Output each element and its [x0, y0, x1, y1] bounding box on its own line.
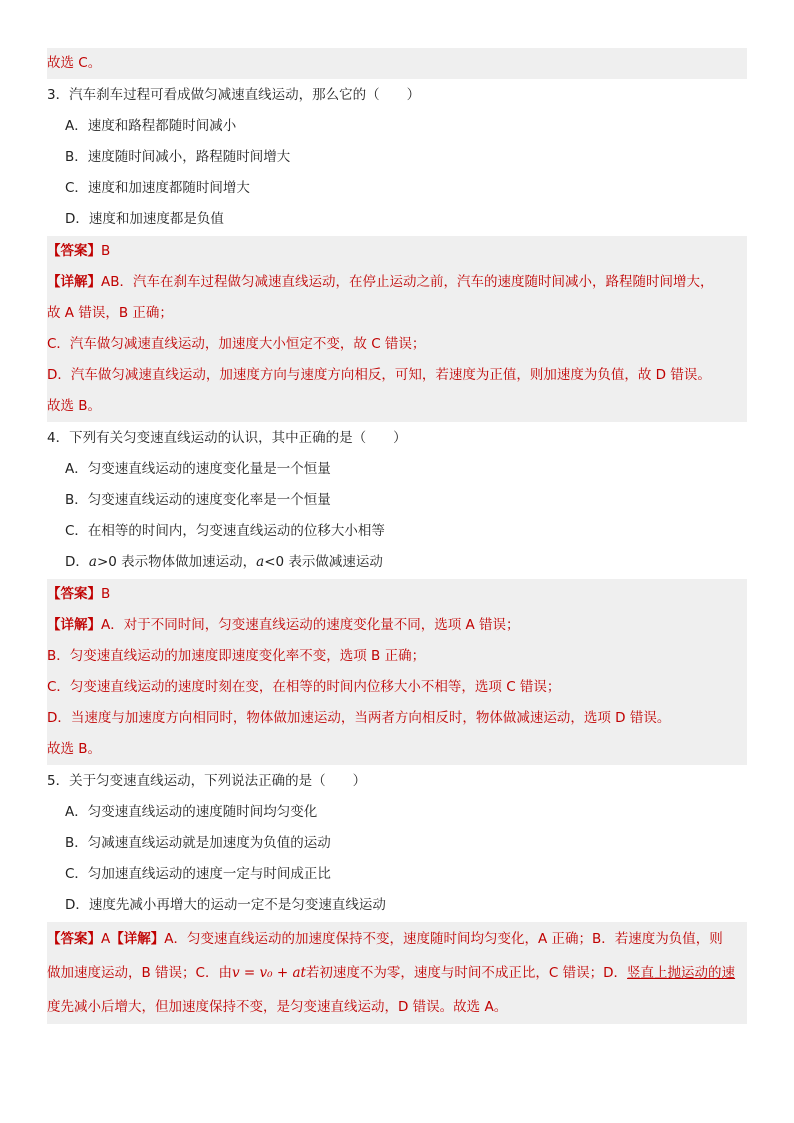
q3-option-d: D．速度和加速度都是负值 [65, 211, 224, 227]
q3-detail-4: D．汽车做匀减速直线运动，加速度方向与速度方向相反，可知，若速度为正值，则加速度为负值，故 D 错误。 [47, 360, 747, 391]
symbol-a: a [256, 554, 265, 570]
q3-detail-3: C．汽车做匀减速直线运动，加速度大小恒定不变，故 C 错误； [47, 329, 747, 360]
q3-detail-5: 故选 B。 [47, 391, 747, 422]
velocity-formula: v = v₀ + at [231, 965, 306, 981]
q4-option-b: B．匀变速直线运动的速度变化率是一个恒量 [65, 492, 331, 508]
q5-option-a: A．匀变速直线运动的速度随时间均匀变化 [65, 804, 318, 820]
answer-tag: 【答案】 [47, 243, 101, 259]
q4-option-a: A．匀变速直线运动的速度变化量是一个恒量 [65, 461, 331, 477]
q4-detail-3: C．匀变速直线运动的速度时刻在变，在相等的时间内位移大小不相等，选项 C 错误； [47, 672, 747, 703]
q4-detail-5: 故选 B。 [47, 734, 747, 765]
answer-value: B [101, 243, 111, 259]
q4-answer [47, 579, 747, 610]
symbol-a: a [88, 554, 97, 570]
answer-tag: 【答案】 [47, 931, 101, 947]
detail-text: A．对于不同时间，匀变速直线运动的速度变化量不同，选项 A 错误； [101, 617, 520, 633]
q5-answer-line [47, 922, 747, 956]
detail-text: 若初速度不为零，速度与时间不成正比，C 错误；D． [305, 965, 628, 981]
q5-option-b: B．匀减速直线运动就是加速度为负值的运动 [65, 835, 331, 851]
option-d-mid: >0 表示物体做加速运动， [96, 554, 257, 570]
q2-conclusion: 故选 C。 [47, 48, 747, 79]
q3-detail-1 [47, 267, 747, 298]
q4-detail-1 [47, 610, 747, 641]
q5-option-c: C．匀加速直线运动的速度一定与时间成正比 [65, 866, 331, 882]
detail-text: A．匀变速直线运动的加速度保持不变，速度随时间均匀变化，A 正确；B．若速度为负值，则 [164, 931, 723, 947]
q5-stem: 5．关于匀变速直线运动，下列说法正确的是（ ） [47, 773, 367, 789]
q3-option-a: A．速度和路程都随时间减小 [65, 118, 237, 134]
detail-tag: 【详解】 [110, 931, 165, 947]
q3-option-c: C．速度和加速度都随时间增大 [65, 180, 250, 196]
q3-answer [47, 236, 747, 267]
detail-tag: 【详解】 [47, 274, 101, 290]
detail-text: 做加速度运动，B 错误；C．由 [47, 965, 232, 981]
answer-tag: 【答案】 [47, 586, 101, 602]
q4-stem: 4．下列有关匀变速直线运动的认识，其中正确的是（ ） [47, 430, 407, 446]
q4-detail-4: D．当速度与加速度方向相同时，物体做加速运动，当两者方向相反时，物体做减速运动，选项 D 错误。 [47, 703, 747, 734]
q5-option-d: D．速度先减小再增大的运动一定不是匀变速直线运动 [65, 897, 386, 913]
answer-value: A [101, 931, 111, 947]
q5-detail-2 [47, 956, 747, 990]
q3-option-b: B．速度随时间减小，路程随时间增大 [65, 149, 291, 165]
q4-detail-2: B．匀变速直线运动的加速度即速度变化率不变，选项 B 正确； [47, 641, 747, 672]
q3-stem: 3．汽车刹车过程可看成做匀减速直线运动，那么它的（ ） [47, 87, 421, 103]
q4-option-d [47, 547, 747, 578]
q4-option-c: C．在相等的时间内，匀变速直线运动的位移大小相等 [65, 523, 385, 539]
q5-detail-3: 度先减小后增大，但加速度保持不变，是匀变速直线运动，D 错误。故选 A。 [47, 990, 747, 1024]
q3-detail-2: 故 A 错误，B 正确； [47, 298, 747, 329]
option-d-prefix: D． [65, 554, 89, 570]
option-d-end: <0 表示做减速运动 [264, 554, 383, 570]
detail-tag: 【详解】 [47, 617, 101, 633]
answer-value: B [101, 586, 111, 602]
detail-text: AB．汽车在刹车过程做匀减速直线运动，在停止运动之前，汽车的速度随时间减小，路程随时间增大， [101, 274, 714, 290]
underlined-text: 竖直上抛运动的速 [627, 965, 736, 981]
